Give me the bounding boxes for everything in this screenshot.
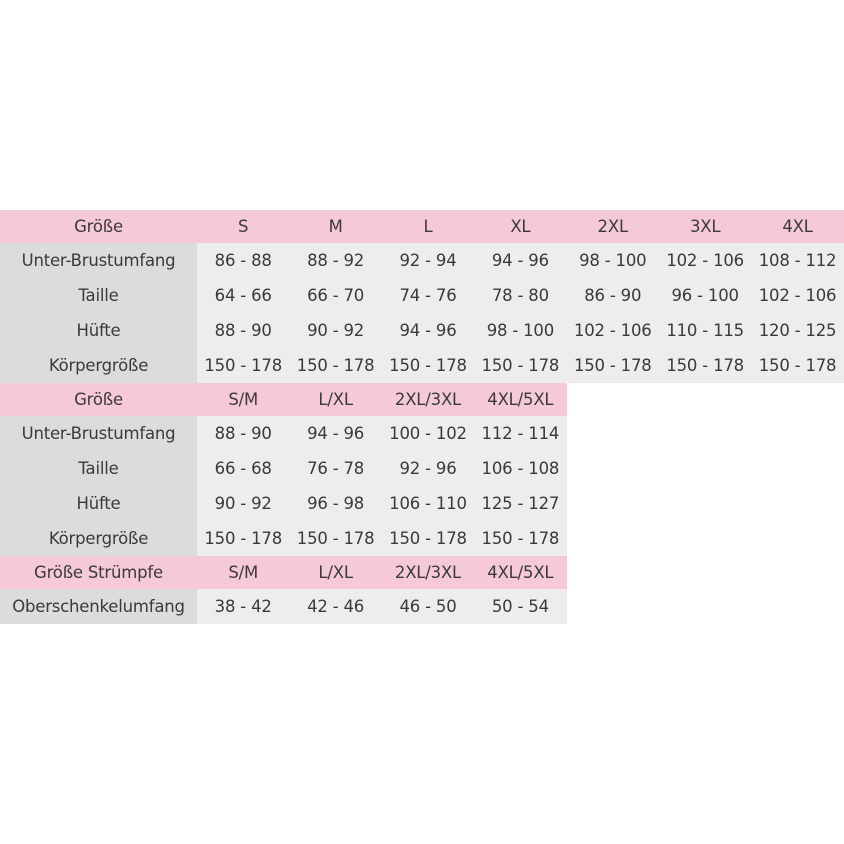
header-size-lxl: L/XL xyxy=(289,383,381,416)
table-cell: 92 - 94 xyxy=(382,243,474,278)
table-cell: 150 - 178 xyxy=(382,348,474,383)
table-cell: 94 - 96 xyxy=(474,243,566,278)
header-label: Größe Strümpfe xyxy=(0,556,197,589)
table-cell: 106 - 110 xyxy=(382,486,474,521)
table-cell: 108 - 112 xyxy=(751,243,843,278)
header-size-sm: S/M xyxy=(197,556,289,589)
table-cell: 50 - 54 xyxy=(474,589,566,624)
header-label: Größe xyxy=(0,210,197,243)
table-row xyxy=(0,243,844,278)
header-size-4xl5xl: 4XL/5XL xyxy=(474,383,566,416)
header-size-4xl5xl: 4XL/5XL xyxy=(474,556,566,589)
header-size-l: L xyxy=(382,210,474,243)
table-header-row xyxy=(0,210,844,243)
size-table-combined xyxy=(0,383,844,556)
table-cell: 42 - 46 xyxy=(289,589,381,624)
header-size-2xl3xl: 2XL/3XL xyxy=(382,383,474,416)
table-row xyxy=(0,589,844,624)
table-row xyxy=(0,416,844,451)
table-row xyxy=(0,348,844,383)
header-size-lxl: L/XL xyxy=(289,556,381,589)
table-cell: 150 - 178 xyxy=(659,348,751,383)
table-cell: 150 - 178 xyxy=(567,348,659,383)
table-header-row xyxy=(0,383,844,416)
table-cell: 120 - 125 xyxy=(751,313,843,348)
table-cell: 100 - 102 xyxy=(382,416,474,451)
header-size-2xl: 2XL xyxy=(567,210,659,243)
table-row xyxy=(0,451,844,486)
header-size-sm: S/M xyxy=(197,383,289,416)
table-cell: 96 - 98 xyxy=(289,486,381,521)
table-cell: 150 - 178 xyxy=(474,521,566,556)
row-label: Unter-Brustumfang xyxy=(0,416,197,451)
table-cell: 88 - 90 xyxy=(197,313,289,348)
table-cell: 96 - 100 xyxy=(659,278,751,313)
table-cell: 112 - 114 xyxy=(474,416,566,451)
table-header-row xyxy=(0,556,844,589)
table-cell: 98 - 100 xyxy=(474,313,566,348)
header-size-s: S xyxy=(197,210,289,243)
table-cell: 94 - 96 xyxy=(289,416,381,451)
table-cell: 150 - 178 xyxy=(289,348,381,383)
table-cell: 88 - 90 xyxy=(197,416,289,451)
row-label: Taille xyxy=(0,451,197,486)
table-cell: 90 - 92 xyxy=(197,486,289,521)
table-row xyxy=(0,486,844,521)
table-row xyxy=(0,313,844,348)
table-cell: 110 - 115 xyxy=(659,313,751,348)
table-cell: 38 - 42 xyxy=(197,589,289,624)
table-cell: 106 - 108 xyxy=(474,451,566,486)
row-label: Oberschenkelumfang xyxy=(0,589,197,624)
table-cell: 102 - 106 xyxy=(567,313,659,348)
table-cell: 92 - 96 xyxy=(382,451,474,486)
table-cell: 46 - 50 xyxy=(382,589,474,624)
table-cell: 102 - 106 xyxy=(659,243,751,278)
table-cell: 150 - 178 xyxy=(197,348,289,383)
table-cell: 98 - 100 xyxy=(567,243,659,278)
table-cell: 90 - 92 xyxy=(289,313,381,348)
table-cell: 150 - 178 xyxy=(382,521,474,556)
row-label: Körpergröße xyxy=(0,521,197,556)
table-cell: 86 - 88 xyxy=(197,243,289,278)
table-cell: 86 - 90 xyxy=(567,278,659,313)
row-label: Hüfte xyxy=(0,313,197,348)
size-chart xyxy=(0,210,844,624)
table-cell: 78 - 80 xyxy=(474,278,566,313)
table-row xyxy=(0,278,844,313)
table-cell: 88 - 92 xyxy=(289,243,381,278)
table-cell: 74 - 76 xyxy=(382,278,474,313)
table-cell: 94 - 96 xyxy=(382,313,474,348)
header-label: Größe xyxy=(0,383,197,416)
header-size-3xl: 3XL xyxy=(659,210,751,243)
header-size-2xl3xl: 2XL/3XL xyxy=(382,556,474,589)
header-size-xl: XL xyxy=(474,210,566,243)
table-cell: 125 - 127 xyxy=(474,486,566,521)
row-label: Unter-Brustumfang xyxy=(0,243,197,278)
size-table-bra xyxy=(0,210,844,383)
row-label: Körpergröße xyxy=(0,348,197,383)
table-cell: 76 - 78 xyxy=(289,451,381,486)
table-cell: 64 - 66 xyxy=(197,278,289,313)
row-label: Hüfte xyxy=(0,486,197,521)
table-cell: 66 - 70 xyxy=(289,278,381,313)
header-size-4xl: 4XL xyxy=(751,210,843,243)
size-table-stockings xyxy=(0,556,844,624)
table-row xyxy=(0,521,844,556)
header-size-m: M xyxy=(289,210,381,243)
table-cell: 150 - 178 xyxy=(289,521,381,556)
table-cell: 66 - 68 xyxy=(197,451,289,486)
table-cell: 150 - 178 xyxy=(751,348,843,383)
table-cell: 150 - 178 xyxy=(197,521,289,556)
table-cell: 102 - 106 xyxy=(751,278,843,313)
table-cell: 150 - 178 xyxy=(474,348,566,383)
row-label: Taille xyxy=(0,278,197,313)
